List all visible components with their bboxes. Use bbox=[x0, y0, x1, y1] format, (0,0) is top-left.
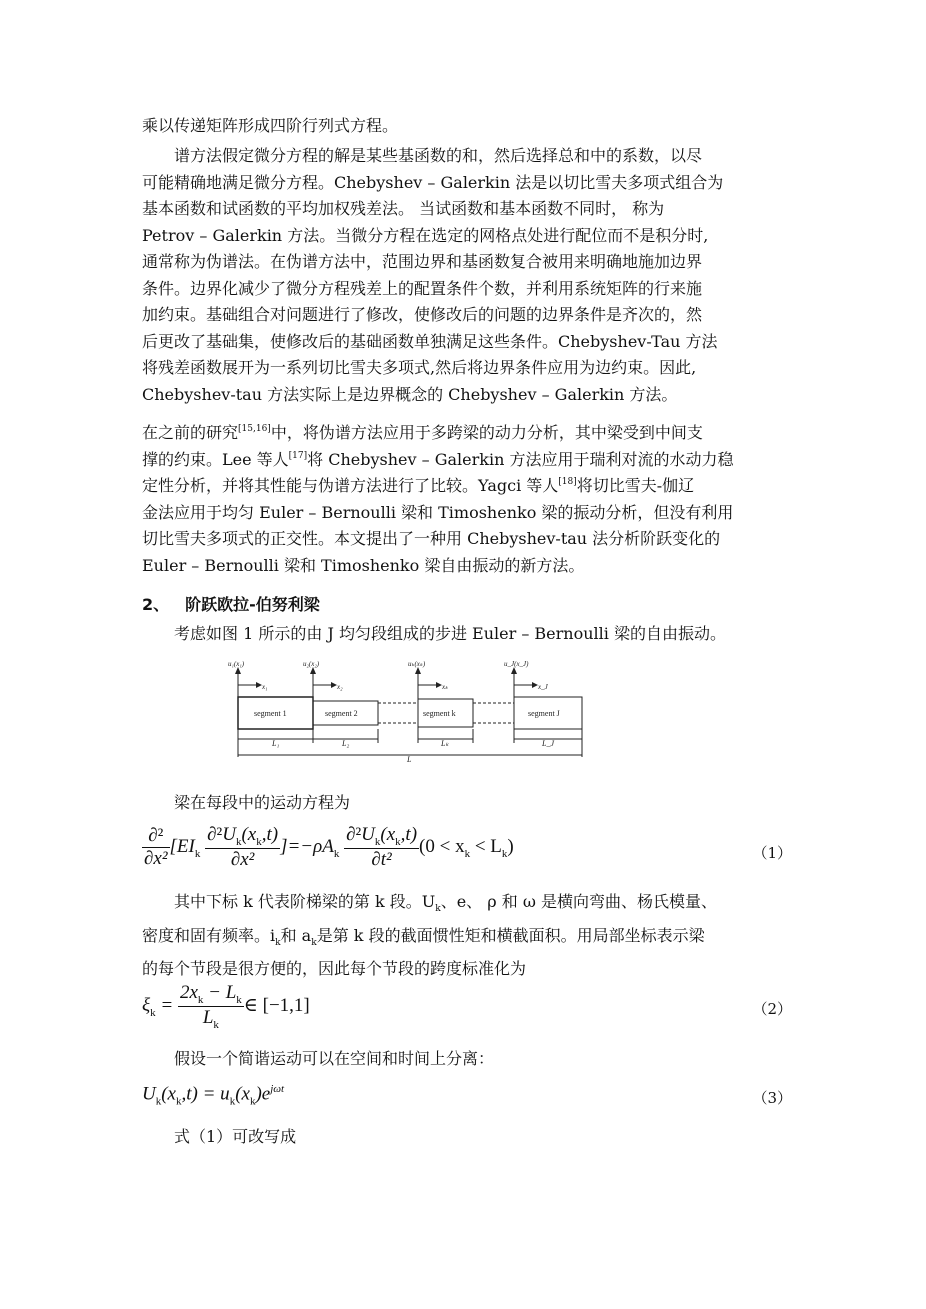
equation-number: （1） bbox=[752, 844, 792, 862]
equation-number: （2） bbox=[752, 1000, 792, 1018]
axis-label: x₁ bbox=[262, 683, 268, 691]
text: 定性分析，并将其性能与伪谱方法进行了比较。Yagci 等人 bbox=[142, 476, 559, 495]
segment-label: segment k bbox=[423, 709, 456, 718]
exponent: jωt bbox=[270, 1083, 285, 1095]
equation-3 bbox=[142, 1083, 792, 1113]
text: 将 Chebyshev – Galerkin 方法应用于瑞利对流的水动力稳 bbox=[307, 449, 734, 469]
paragraph-1 bbox=[142, 113, 788, 140]
text: 其中下标 k 代表阶梯梁的第 k 段。U bbox=[174, 892, 436, 911]
axis-label: x₂ bbox=[337, 683, 343, 691]
section-number: 2、 bbox=[142, 595, 170, 614]
text-line: 式（1）可改写成 bbox=[174, 1127, 297, 1146]
equation-2 bbox=[142, 982, 792, 1036]
text-line: 的每个节段是很方便的，因此每个节段的跨度标准化为 bbox=[142, 959, 527, 979]
section-heading bbox=[142, 592, 320, 615]
text-line: Chebyshev-tau 方法实际上是边界概念的 Chebyshev – Galerkin 方法。 bbox=[142, 384, 678, 404]
segment-label: segment 1 bbox=[254, 709, 287, 718]
figure-stepped-beam bbox=[228, 657, 588, 775]
section-title: 阶跃欧拉-伯努利梁 bbox=[185, 595, 320, 614]
paragraph-4 bbox=[142, 621, 788, 648]
displacement-label: uₖ(xₖ) bbox=[408, 660, 426, 668]
paragraph-7 bbox=[142, 1046, 788, 1073]
text: 将切比雪夫-伽辽 bbox=[576, 476, 695, 495]
text-line: 可能精确地满足微分方程。Chebyshev – Galerkin 法是以切比雪夫多项式组合为 bbox=[142, 172, 724, 192]
text: 撑的约束。Lee 等人 bbox=[142, 449, 289, 469]
paragraph-5 bbox=[142, 790, 788, 817]
text-line bbox=[142, 447, 788, 474]
text: 中，将伪谱方法应用于多跨梁的动力分析，其中梁受到中间支 bbox=[270, 423, 703, 442]
text-line: Euler – Bernoulli 梁和 Timoshenko 梁自由振动的新方法。 bbox=[142, 555, 585, 575]
segment-label: segment J bbox=[528, 709, 560, 718]
text-line bbox=[142, 923, 788, 957]
text-line: 假设一个简谐运动可以在空间和时间上分离： bbox=[174, 1049, 495, 1068]
text: 、e、 ρ 和 ω 是横向弯曲、杨氏模量、 bbox=[440, 892, 717, 911]
text-line: 乘以传递矩阵形成四阶行列式方程。 bbox=[142, 116, 399, 135]
text-line: 梁在每段中的运动方程为 bbox=[174, 793, 351, 812]
text-line: 通常称为伪谱法。在伪谱方法中，范围边界和基函数复合被用来明确地施加边界 bbox=[142, 252, 703, 271]
subscript: k bbox=[311, 937, 317, 948]
equation-body: $U_k(x_k,t) = u_k(x_k)e^{j\omega t}$ bbox=[142, 1083, 285, 1108]
text: 和 a bbox=[280, 925, 312, 945]
length-label: L₁ bbox=[272, 739, 280, 748]
length-label: Lₖ bbox=[441, 739, 449, 748]
eq1-range-end: < L bbox=[470, 835, 502, 857]
equation-number: （3） bbox=[752, 1089, 792, 1107]
text-line: 后更改了基础集，使修改后的基础函数单独满足这些条件。Chebyshev-Tau 方法 bbox=[142, 331, 718, 351]
paragraph-2 bbox=[142, 143, 788, 408]
text-line: 金法应用于均匀 Euler – Bernoulli 梁和 Timoshenko 梁的振动分析，但没有利用 bbox=[142, 502, 734, 522]
text-line: 切比雪夫多项式的正交性。本文提出了一种用 Chebyshev-tau 法分析阶跃变化的 bbox=[142, 529, 721, 548]
eq1-range: (0 < x bbox=[419, 835, 465, 857]
text-line: 将残差函数展开为一系列切比雪夫多项式,然后将边界条件应用为边约束。因此, bbox=[142, 358, 697, 377]
text-line bbox=[142, 420, 788, 447]
paragraph-8 bbox=[142, 1124, 788, 1151]
length-label: L₂ bbox=[342, 739, 350, 748]
eq3-symbol: U bbox=[142, 1083, 156, 1105]
equation-body: $\xi_k$ = $\frac{2x_k - L_k}{L_k}$ ∈ [−1,1] bbox=[142, 982, 310, 1031]
text-line: 加约束。基础组合对问题进行了修改，使修改后的问题的边界条件是齐次的，然 bbox=[142, 305, 703, 324]
axis-label: xₖ bbox=[442, 683, 449, 691]
citation: [17] bbox=[288, 450, 308, 461]
text-line bbox=[142, 473, 788, 500]
displacement-label: u₁(x₁) bbox=[228, 660, 245, 668]
text-line bbox=[142, 889, 788, 923]
text: 密度和固有频率。i bbox=[142, 925, 276, 945]
equation-body: $\frac{\text{∂²}}{\text{∂x²}}$ [$EI_k$ $\frac{\partial^2U_k(x_k,t)}{\text{∂x²}}$ ]$=-\rho A_k$ $\frac{\partial^2U_k(x_k,t)}{\text{∂t²}}$ $(0 < x_k < L_k)$ bbox=[144, 824, 514, 870]
segment-label: segment 2 bbox=[325, 709, 358, 718]
text: 是第 k 段的截面惯性矩和横截面积。用局部坐标表示梁 bbox=[316, 925, 705, 945]
text-line: 谱方法假定微分方程的解是某些基函数的和，然后选择总和中的系数，以尽 bbox=[174, 146, 703, 165]
text-line: Petrov – Galerkin 方法。当微分方程在选定的网格点处进行配位而不是积分时, bbox=[142, 225, 709, 245]
subscript: k bbox=[275, 937, 281, 948]
displacement-label: u₂(x₂) bbox=[303, 660, 320, 668]
citation: [15,16] bbox=[238, 424, 271, 434]
length-label: L_J bbox=[542, 739, 554, 748]
eq2-interval: ∈ [−1,1] bbox=[243, 994, 310, 1016]
subscript: k bbox=[435, 904, 441, 915]
equation-1 bbox=[142, 824, 792, 884]
text-line: 考虑如图 1 所示的由 J 均匀段组成的步进 Euler – Bernoulli 梁的自由振动。 bbox=[174, 624, 726, 643]
text-line: 基本函数和试函数的平均加权残差法。 当试函数和基本函数不同时， 称为 bbox=[142, 199, 665, 218]
displacement-label: u_J(x_J) bbox=[504, 660, 529, 668]
paragraph-3 bbox=[142, 420, 788, 579]
citation: [18] bbox=[558, 477, 577, 487]
text: 在之前的研究 bbox=[142, 423, 239, 442]
axis-label: x_J bbox=[538, 683, 548, 691]
paragraph-6 bbox=[142, 889, 788, 983]
text-line: 条件。边界化减少了微分方程残差上的配置条件个数，并利用系统矩阵的行来施 bbox=[142, 278, 703, 298]
total-length-label: L bbox=[407, 755, 412, 764]
